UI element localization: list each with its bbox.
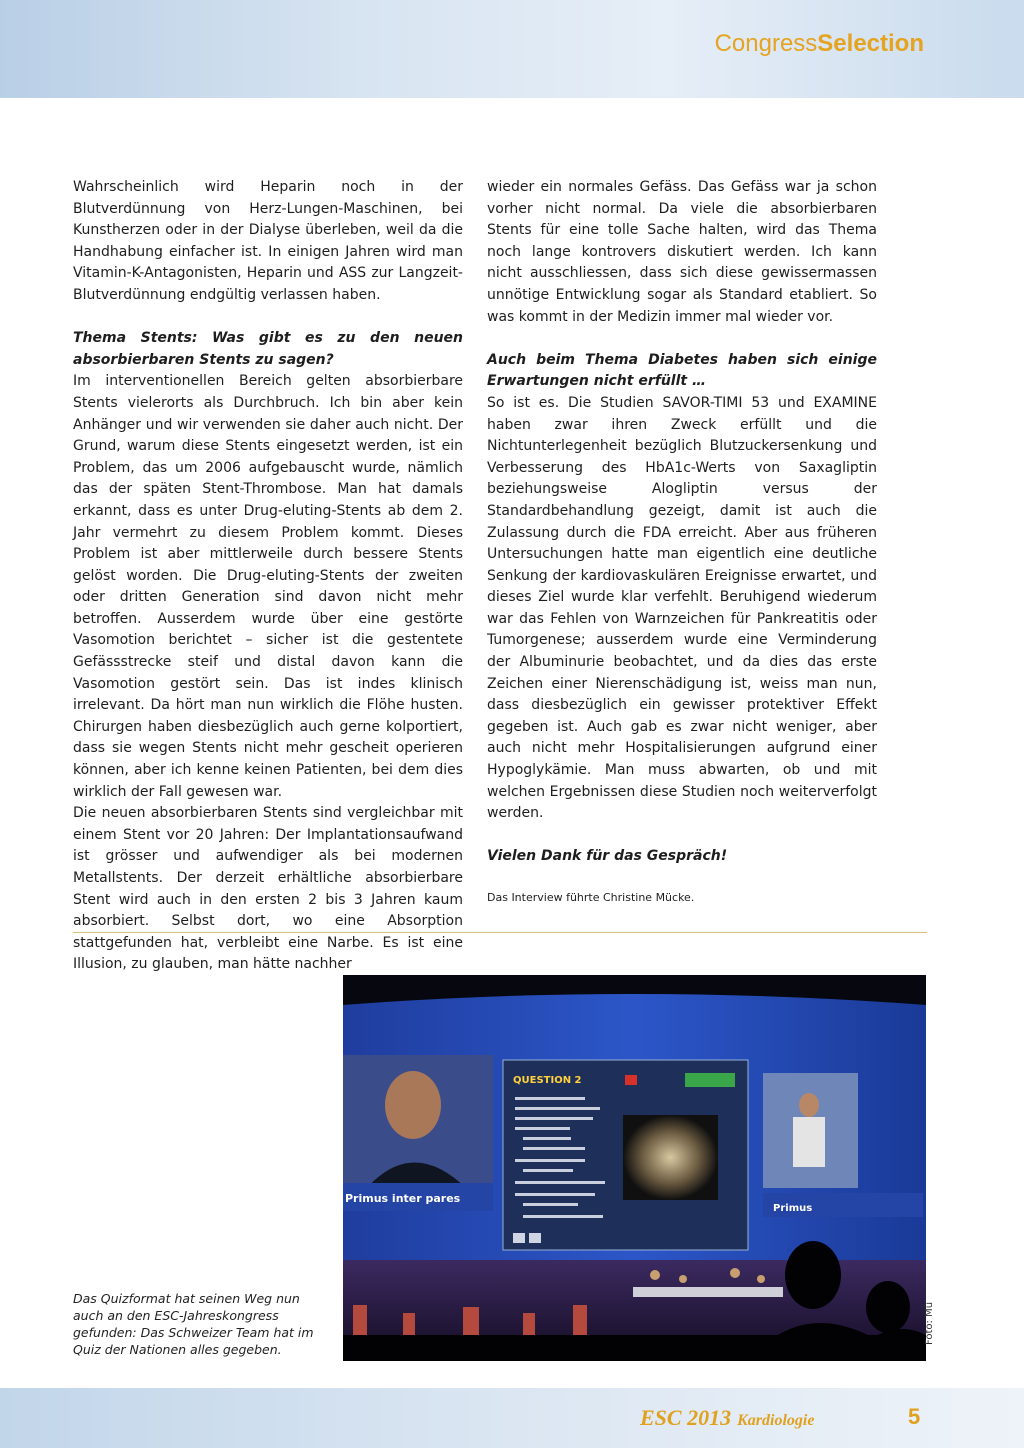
paragraph: Im interventionellen Bereich gelten absorbierbare Stents vielerorts als Durchbruch. Ich bin aber kein Anhänger und wir verwenden sie daher auch nicht. Der Grund, warum diese Stents eingesetzt werden, ist ein Problem, das um 2006 aufgebauscht wurde, nämlich das der späten Stent-Thrombose. Man hat damals erkannt, dass es unter Drug-eluting-Stents ab dem 2. Jahr vermehrt zu diesem Problem kommt. Dieses Problem ist aber mittlerweile durch bessere Stents gelöst worden. Die Drug-eluting-Stents der zweiten oder dritten Generation sind davon nicht mehr betroffen. Ausserdem wurde über eine gestörte Vasomotion berichtet – sicher ist die gestentete Gefässstrecke steif und distal davon kann die Vasomotion gestört sein. Das ist indes klinisch irrelevant. Da hört man nun wirklich die Flöhe husten. Chirurgen haben diesbezüglich auch gerne kolportiert, dass sie wegen Stents nicht mehr gescheit operieren können, aber ich kenne keinen Patienten, bei dem dies wirklich der Fall gewesen war. xyxy=(73,373,463,800)
section-divider xyxy=(73,932,927,933)
footer-journal-title xyxy=(640,1405,814,1431)
footer-subtitle: Kardiologie xyxy=(737,1412,815,1429)
paragraph: Wahrscheinlich wird Heparin noch in der Blutverdünnung von Herz-Lungen-Maschinen, bei Kunstherzen oder in der Dialyse überleben, weil da die Handhabung einfacher ist. In einigen Jahren wird man Vitamin-K-Antagonisten, Heparin und ASS zur Langzeit-Blutverdünnung endgültig verlassen haben. xyxy=(73,179,463,303)
banner-right-text: Primus xyxy=(773,1203,813,1214)
congress-stage-illustration xyxy=(343,975,926,1361)
photo-caption: Das Quizformat hat seinen Weg nun auch an den ESC-Jahreskongress gefunden: Das Schweizer Team hat im Quiz der Nationen alles gegeben. xyxy=(73,1291,314,1357)
paragraph: Die neuen absorbierbaren Stents sind vergleichbar mit einem Stent vor 20 Jahren: Der Implantationsaufwand ist grösser und aufwendiger als bei modernen Metallstents. Der derzeit erhältliche absorbierbare Stent wird auch in den ersten 2 bis 3 Jahren kaum absorbiert. Selbst dort, wo eine Absorption stattgefunden hat, verbleibt eine Narbe. Es ist eine Illusion, zu glauben, man hätte nachher xyxy=(73,805,463,973)
footer-band xyxy=(0,1388,1024,1448)
interview-question: Auch beim Thema Diabetes haben sich einige Erwartungen nicht erfüllt … xyxy=(487,351,877,390)
photo-credit: Foto: Mü xyxy=(924,1301,935,1345)
slide-title: QUESTION 2 xyxy=(513,1075,582,1086)
interviewer-credit: Das Interview führte Christine Mücke. xyxy=(487,890,695,904)
interview-question: Thema Stents: Was gibt es zu den neuen absorbierbaren Stents zu sagen? xyxy=(73,330,463,368)
left-column xyxy=(73,177,463,976)
closing-thanks: Vielen Dank für das Gespräch! xyxy=(487,848,728,865)
paragraph: So ist es. Die Studien SAVOR-TIMI 53 und EXAMINE haben zwar ihren Zweck erfüllt und die Nichtunterlegenheit bezüglich Blutzuckersenkung und Verbesserung des HbA1c-Werts von Saxagliptin beziehungsweise Alogliptin versus der Standardbehandlung gezeigt, damit ist auch die Zulassung durch die FDA erreicht. Aber aus früheren Untersuchungen hatte man eigentlich eine deutliche Senkung der kardiovaskulären Ereignisse erwartet, und dieses Ziel wurde klar verfehlt. Beruhigend wiederum war das Fehlen von Warnzeichen für Pankreatitis oder Tumorgenese; ausserdem wurde eine Verminderung der Albuminurie beobachtet, und da dies das erste Zeichen einer Nierenschädigung ist, weiss man nun, dass diesbezüglich ein gewisser protektiver Effekt gegeben ist. Auch gab es zwar nicht weniger, aber auch nicht mehr Hospitalisierungen aufgrund einer Hypoglykämie. Man muss abwarten, ob und mit welchen Ergebnissen diese Studien noch weiterverfolgt werden. xyxy=(487,394,877,822)
paragraph: wieder ein normales Gefäss. Das Gefäss war ja schon vorher nicht normal. Da viele die absorbierbaren Stents für eine tolle Sache halten, wird das Thema noch lange kontrovers diskutiert werden. Ich kann nicht ausschliessen, dass sich diese gewissermassen unnötige Entwicklung sogar als Standard etabliert. So was kommt in der Medizin immer mal wieder vor. xyxy=(487,179,877,325)
page-number: 5 xyxy=(908,1404,921,1429)
banner-left-text: Primus inter pares xyxy=(345,1192,461,1205)
footer-esc-label: ESC 2013 xyxy=(640,1405,732,1430)
congress-quiz-photo xyxy=(343,975,926,1361)
congress-selection-logo: CongressSelection xyxy=(714,30,924,57)
right-column xyxy=(487,177,877,906)
